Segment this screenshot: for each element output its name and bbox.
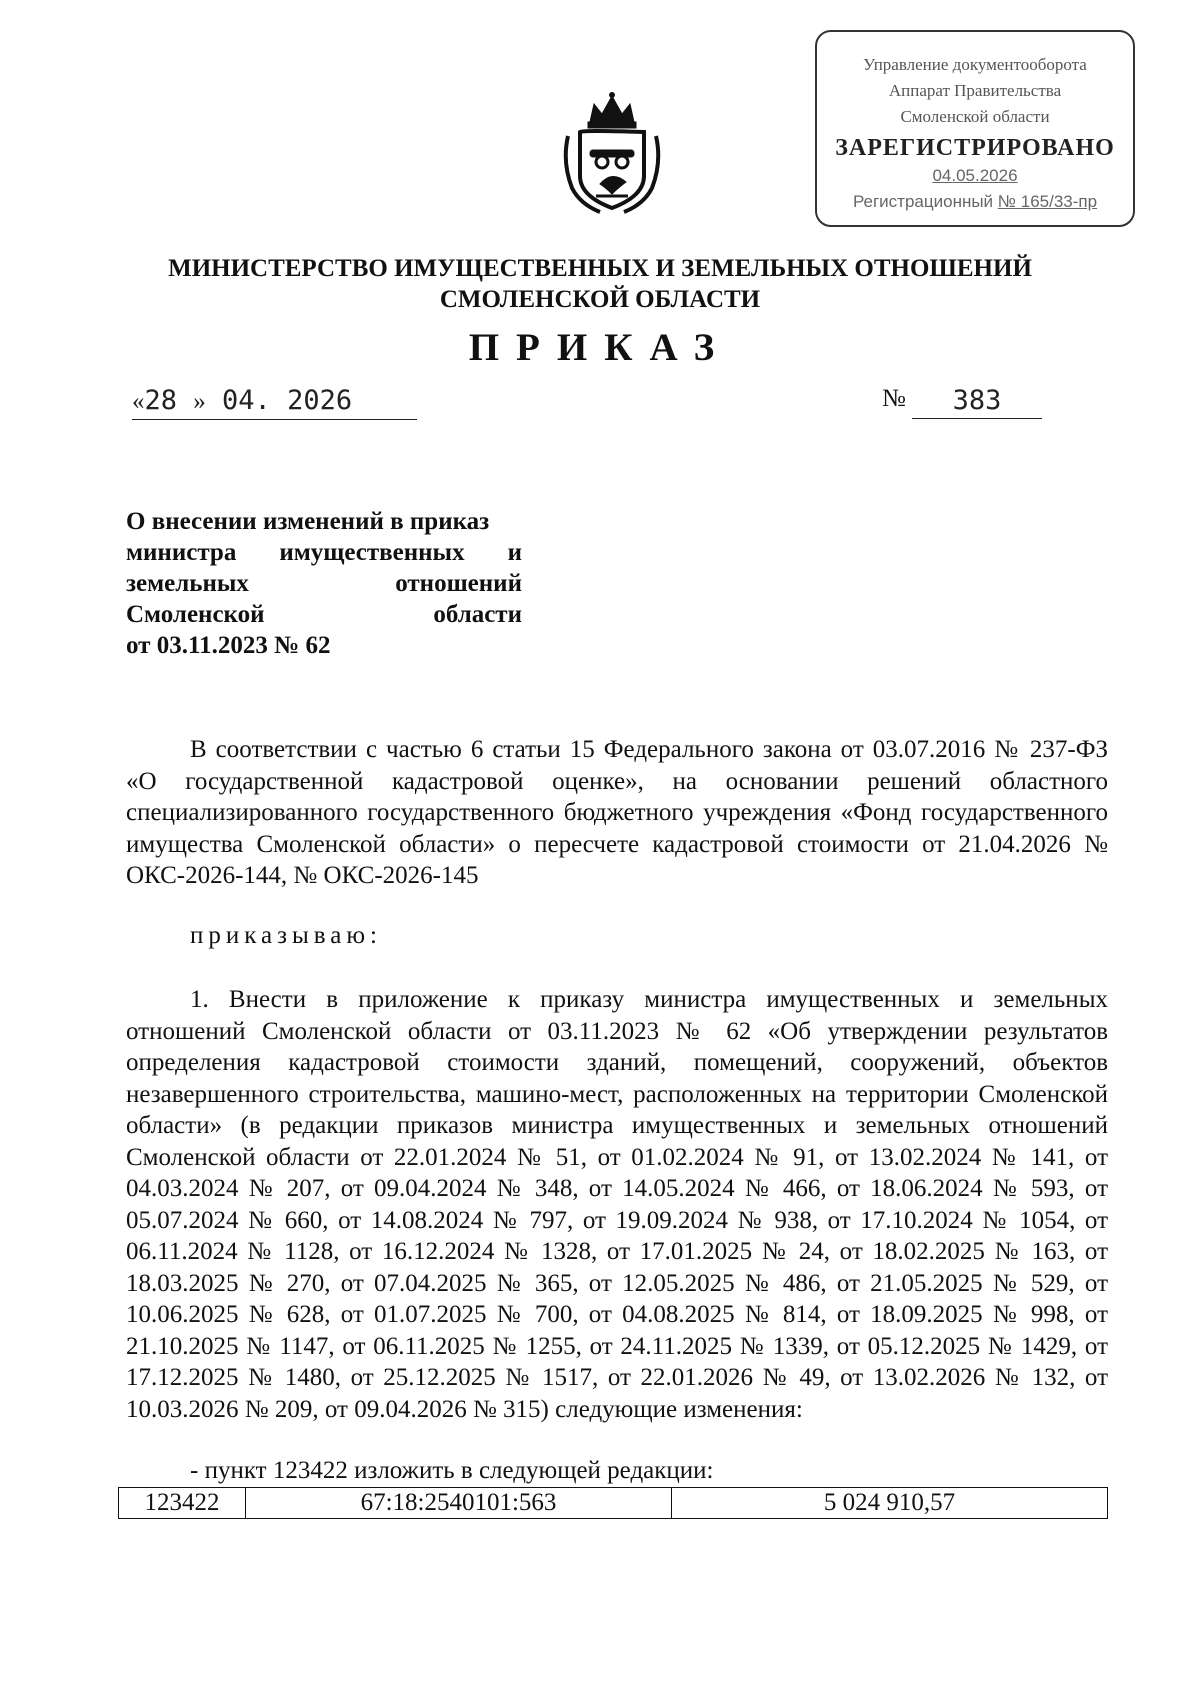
subject-word: области bbox=[433, 601, 522, 628]
table-row bbox=[119, 1488, 1108, 1519]
subject-line bbox=[126, 568, 522, 599]
order-day: 28 bbox=[144, 385, 178, 416]
subject-line bbox=[126, 599, 522, 630]
quote-close: » bbox=[193, 388, 206, 415]
registration-stamp bbox=[815, 30, 1135, 227]
subject-word: имущественных bbox=[279, 539, 465, 566]
stamp-number-value: № 165/33-пр bbox=[997, 192, 1098, 211]
stamp-line: Аппарат Правительства bbox=[888, 81, 1062, 100]
subitem-paragraph: - пункт 123422 изложить в следующей редакции: bbox=[190, 1457, 714, 1484]
subject-line: О внесении изменений в приказ bbox=[126, 508, 490, 535]
order-date bbox=[132, 385, 417, 420]
preamble-paragraph: В соответствии с частью 6 статьи 15 Федерального закона от 03.07.2016 № 237-ФЗ «О государственной кадастровой оценке», на основании решений областного специализированного государственного бюджетного учреждения «Фонд государственного имущества Смоленской области» о пересчете кадастровой стоимости от 21.04.2026 № ОКС-2026-144, № ОКС-2026-145 bbox=[126, 736, 1108, 889]
stamp-department bbox=[817, 52, 1133, 130]
stamp-line: Управление документооборота bbox=[863, 55, 1087, 74]
stamp-line: Смоленской области bbox=[900, 107, 1050, 126]
document-type: ПРИКАЗ bbox=[468, 326, 732, 369]
order-subject bbox=[126, 506, 522, 661]
number-sign: № bbox=[882, 385, 906, 412]
ministry-title-line: СМОЛЕНСКОЙ ОБЛАСТИ bbox=[439, 286, 761, 313]
stamp-date: 04.05.2026 bbox=[932, 166, 1018, 185]
subject-word: отношений bbox=[395, 570, 522, 597]
subject-line: от 03.11.2023 № 62 bbox=[126, 632, 331, 659]
quote-open: « bbox=[132, 388, 145, 415]
coat-of-arms-icon bbox=[560, 92, 664, 216]
order-number bbox=[882, 385, 1042, 419]
cadastral-value-table bbox=[118, 1487, 1108, 1519]
subject-word: министра bbox=[126, 539, 237, 566]
subject-word: Смоленской bbox=[126, 601, 265, 628]
table-cell-cadastral-value: 5 024 910,57 bbox=[672, 1488, 1108, 1519]
subject-line bbox=[126, 537, 522, 568]
subject-word: и bbox=[507, 539, 522, 566]
item-1-paragraph: 1. Внести в приложение к приказу министра имущественных и земельных отношений Смоленской области от 03.11.2023 № 62 «Об утверждении результатов определения кадастровой стоимости зданий, помещений, сооружений, объектов незавершенного строительства, машино-мест, расположенных на территории Смоленской области» (в редакции приказов министра имущественных и земельных отношений Смоленской области от 22.01.2024 № 51, от 01.02.2024 № 91, от 13.02.2024 № 141, от 04.03.2024 № 207, от 09.04.2024 № 348, от 14.05.2024 № 466, от 18.06.2024 № 593, от 05.07.2024 № 660, от 14.08.2024 № 797, от 19.09.2024 № 938, от 17.10.2024 № 1054, от 06.11.2024 № 1128, от 16.12.2024 № 1328, от 17.01.2025 № 24, от 18.02.2025 № 163, от 18.03.2025 № 270, от 07.04.2025 № 365, от 12.05.2025 № 486, от 21.05.2025 № 529, от 10.06.2025 № 628, от 01.07.2025 № 700, от 04.08.2025 № 814, от 18.09.2025 № 998, от 21.10.2025 № 1147, от 06.11.2025 № 1255, от 24.11.2025 № 1339, от 05.12.2025 № 1429, от 17.12.2025 № 1480, от 25.12.2025 № 1517, от 22.01.2026 № 49, от 13.02.2026 № 132, от 10.03.2026 № 209, от 09.04.2026 № 315) следующие изменения: bbox=[126, 986, 1108, 1423]
order-number-value: 383 bbox=[912, 385, 1042, 419]
stamp-number bbox=[817, 192, 1133, 212]
order-word: приказываю: bbox=[190, 922, 382, 949]
stamp-registered-label: ЗАРЕГИСТРИРОВАНО bbox=[835, 135, 1115, 161]
stamp-number-label: Регистрационный bbox=[852, 192, 998, 211]
order-month-year: 04. 2026 bbox=[222, 385, 353, 416]
table-cell-cadastral-number: 67:18:2540101:563 bbox=[246, 1488, 672, 1519]
subject-word: земельных bbox=[126, 570, 249, 597]
table-cell-item-number: 123422 bbox=[119, 1488, 246, 1519]
ministry-title-line: МИНИСТЕРСТВО ИМУЩЕСТВЕННЫХ И ЗЕМЕЛЬНЫХ ОТНОШЕНИЙ bbox=[168, 255, 1032, 282]
ministry-title bbox=[0, 253, 1200, 315]
